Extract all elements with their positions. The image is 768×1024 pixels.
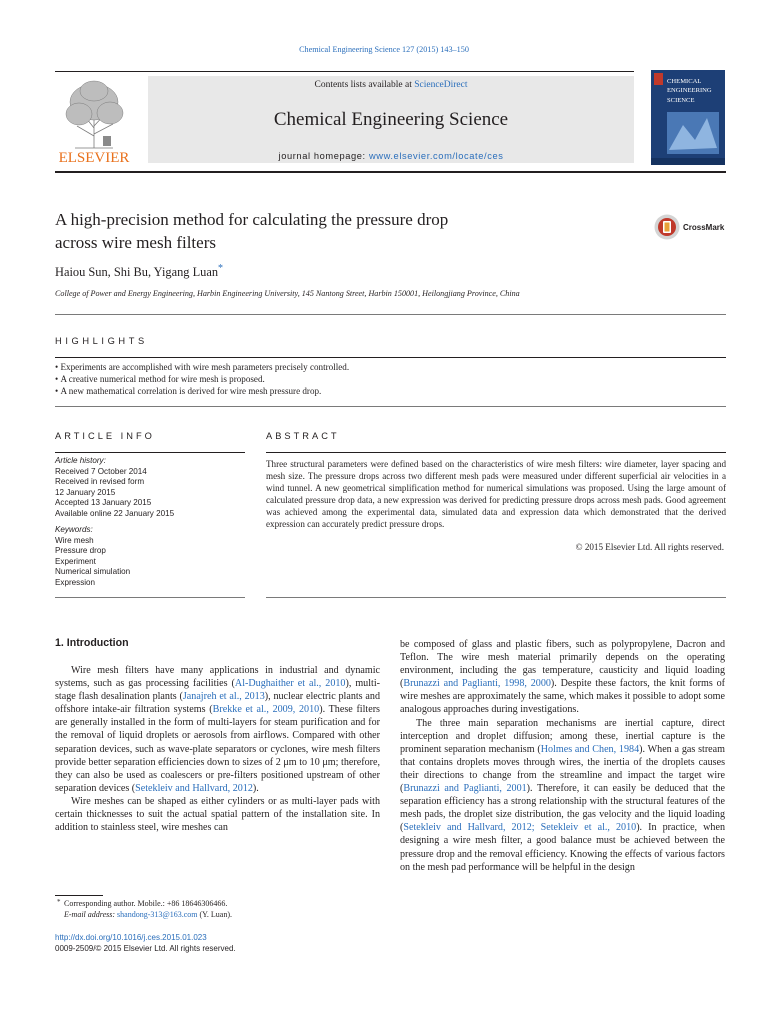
history-line: Accepted 13 January 2015 bbox=[55, 498, 152, 507]
citation-link[interactable]: Setekleiv and Hallvard, 2012; Setekleiv et al., 2010 bbox=[403, 822, 637, 834]
highlight-item: • A new mathematical correlation is derived for wire mesh pressure drop. bbox=[55, 385, 726, 397]
highlights-list bbox=[55, 361, 726, 397]
section-rule bbox=[55, 597, 245, 598]
author-affiliation: College of Power and Energy Engineering, Harbin Engineering University, 145 Nantong Street, Harbin 150001, Heilongjiang Province, China bbox=[55, 289, 520, 298]
contents-prefix: Contents lists available at bbox=[314, 80, 415, 90]
section-rule bbox=[55, 452, 245, 453]
elsevier-wordmark: ELSEVIER bbox=[58, 150, 130, 164]
citation-link[interactable]: Holmes and Chen, 1984 bbox=[540, 743, 640, 755]
keyword: Pressure drop bbox=[55, 546, 106, 555]
history-line: Received in revised form bbox=[55, 477, 145, 486]
keyword: Experiment bbox=[55, 556, 96, 566]
body-column-right bbox=[400, 638, 725, 874]
keyword: Wire mesh bbox=[55, 535, 94, 545]
highlight-item: • Experiments are accomplished with wire mesh parameters precisely controlled. bbox=[55, 361, 726, 373]
journal-homepage-link[interactable]: www.elsevier.com/locate/ces bbox=[368, 151, 504, 161]
crossmark-icon bbox=[654, 213, 680, 241]
cover-title-line: CHEMICAL bbox=[667, 78, 702, 85]
citation-link[interactable]: Brunazzi and Paglianti, 1998, 2000 bbox=[403, 678, 551, 690]
paragraph: be composed of glass and plastic fibers, such as polypropylene, Dacron and Teflon. The wire mesh material primarily depends on the operating environment, including the gas temperature, causticity and liquid loading (Brunazzi and Paglianti, 1998, 2000). Despite these factors, the knit forms of wire meshes are approximately the same, which makes it possible to adopt some analogous approaches during investigations. bbox=[400, 639, 725, 716]
cover-title-line: ENGINEERING bbox=[667, 87, 712, 95]
introduction-heading: 1. Introduction bbox=[55, 637, 129, 649]
article-title-line: across wire mesh filters bbox=[55, 232, 216, 252]
author-list bbox=[55, 263, 223, 280]
journal-reference[interactable]: Chemical Engineering Science 127 (2015) 143–150 bbox=[299, 45, 469, 54]
citation-link[interactable]: Al-Dughaither et al., 2010 bbox=[234, 678, 346, 690]
keywords-label: Keywords: bbox=[55, 525, 93, 534]
section-rule bbox=[266, 597, 726, 598]
section-rule bbox=[55, 357, 726, 358]
abstract-copyright: © 2015 Elsevier Ltd. All rights reserved. bbox=[575, 542, 724, 552]
article-info-heading: ARTICLE INFO bbox=[55, 431, 155, 441]
article-title bbox=[55, 209, 575, 254]
footnote-email-line bbox=[64, 910, 380, 921]
citation-link[interactable]: Brekke et al., 2009, 2010 bbox=[212, 704, 320, 716]
issn-line: 0009-2509/© 2015 Elsevier Ltd. All rights reserved. bbox=[55, 943, 236, 953]
email-link[interactable]: shandong-313@163.com bbox=[117, 909, 198, 919]
homepage-line bbox=[148, 151, 634, 161]
sciencedirect-link[interactable]: ScienceDirect bbox=[414, 80, 468, 90]
footnote-line: Corresponding author. Mobile.: +86 18646306466. bbox=[64, 899, 228, 908]
journal-cover-image bbox=[651, 70, 725, 165]
citation-link[interactable]: Setekleiv and Hallvard, 2012 bbox=[135, 782, 253, 794]
section-rule bbox=[55, 406, 726, 407]
cover-title bbox=[667, 77, 723, 105]
header-top-rule bbox=[55, 71, 634, 72]
elsevier-logo bbox=[55, 76, 133, 164]
highlights-heading: HIGHLIGHTS bbox=[55, 336, 148, 346]
paragraph: Wire meshes can be shaped as either cylinders or as multi-layer pads with certain thicknesses to suit the actual spatial pattern of the installation site. In addition to stainless steel, wire meshes can bbox=[55, 795, 380, 834]
keyword: Numerical simulation bbox=[55, 567, 131, 576]
highlight-item: • A creative numerical method for wire mesh is proposed. bbox=[55, 373, 726, 385]
abstract-heading: ABSTRACT bbox=[266, 431, 340, 441]
citation-link[interactable]: Janajreh et al., 2013 bbox=[182, 691, 265, 703]
corresponding-author-footnote bbox=[55, 899, 380, 920]
email-suffix: (Y. Luan). bbox=[197, 909, 233, 919]
doi-link[interactable]: http://dx.doi.org/10.1016/j.ces.2015.01.023 bbox=[55, 933, 207, 942]
doi-block bbox=[55, 933, 236, 954]
homepage-prefix: journal homepage: bbox=[278, 151, 369, 161]
paragraph: The three main separation mechanisms are inertial capture, direct interception and droplet diffusion; among these, inertial capture is the prominent separation mechanism (Holmes and Chen, 1984). When a gas stream that contains droplets moves through wires, the inertia of the droplets causes their directions to change from the streamline and impact the target wire (Brunazzi and Paglianti, 2001). Therefore, it can easily be deduced that the separation efficiency has a strong relationship with the structural features of the mesh pads, the droplet size distribution, the gas velocity and the liquid loading (Setekleiv and Hallvard, 2012; Setekleiv et al., 2010). In practice, when designing a wire mesh filter, a good balance must be achieved between the pressure drop and the removal efficiency. Knowing the effects of various factors on the mesh pad performance will be helpful in the design bbox=[400, 717, 726, 873]
history-line: Available online 22 January 2015 bbox=[55, 508, 175, 518]
section-rule bbox=[55, 314, 726, 315]
abstract-text: Three structural parameters were defined based on the characteristics of wire mesh filters: wire diameter, layer spacing and mesh size. The pressure drops across two different mesh pads were measured under different superficial air velocities in a wind tunnel. A new geometrical simplification method for numerical simulations was proposed. Using the large amount of calculated pressure drop data, a new expression was derived for predicting pressure drops across mesh pads. Good agreement was achieved among the experimental data, simulated data and expression data which demonstrated that the derived expression can accurately predict pressure drops. bbox=[266, 459, 726, 529]
keyword: Expression bbox=[55, 577, 96, 587]
email-label: E-mail address: bbox=[64, 909, 118, 919]
article-info bbox=[55, 456, 255, 588]
journal-title: Chemical Engineering Science bbox=[273, 109, 509, 130]
header-bottom-rule bbox=[55, 171, 726, 173]
author-names: Haiou Sun, Shi Bu, Yigang Luan bbox=[55, 265, 219, 280]
crossmark-label: CrossMark bbox=[683, 223, 725, 232]
footnote-symbol: * bbox=[57, 898, 61, 906]
history-line: Received 7 October 2014 bbox=[55, 466, 147, 476]
crossmark-button[interactable] bbox=[654, 213, 730, 241]
history-line: 12 January 2015 bbox=[55, 487, 116, 497]
citation-link[interactable]: Brunazzi and Paglianti, 2001 bbox=[403, 783, 527, 795]
article-history-label: Article history: bbox=[55, 456, 106, 465]
contents-line bbox=[148, 80, 634, 90]
article-title-line: A high-precision method for calculating the pressure drop bbox=[55, 210, 449, 229]
footnote-rule bbox=[55, 895, 103, 896]
cover-title-line: SCIENCE bbox=[667, 96, 695, 104]
section-rule bbox=[266, 452, 726, 453]
corresponding-author-mark[interactable]: * bbox=[218, 263, 224, 274]
paragraph: Wire mesh filters have many applications in industrial and dynamic systems, such as gas processing facilities (Al-Dughaither et al., 2010), multi-stage flash desalination plants (Janajreh et al., 2013), nuclear electric plants and offshore intake-air filtration systems (Brekke et al., 2009, 2010). These filters are generally installed in the form of multi-layers for steam purification and for the removal of liquid droplets or aerosols from airflows. Compared with other separation devices, such as wave-plate separators or cyclones, wire mesh filters provide better separation efficiencies down to sizes of 2 μm to 10 μm; therefore, they can also be used as coalescers or pre-filters positioned upstream of other separation devices (Setekleiv and Hallvard, 2012). bbox=[55, 665, 380, 794]
body-column-left bbox=[55, 664, 380, 834]
